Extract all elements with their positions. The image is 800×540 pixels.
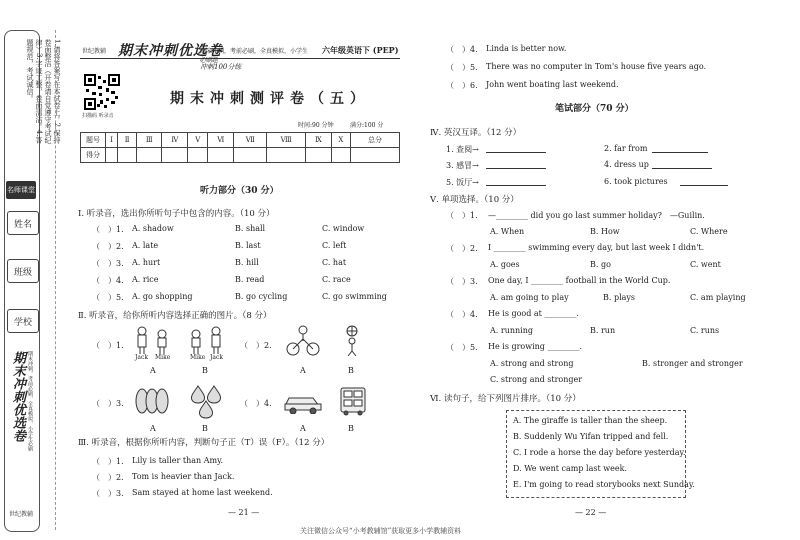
picture-label-a: A (300, 366, 306, 375)
answer-blank[interactable] (486, 168, 546, 169)
option-b[interactable]: B. hill (235, 258, 259, 267)
time-label: 时间:90 分钟 (298, 122, 334, 129)
score-cell[interactable] (118, 148, 137, 163)
name-label: Jack (210, 354, 223, 361)
option-c[interactable]: C. race (322, 275, 351, 284)
question-text: I ________ swimming every day, but last week I didn't. (488, 243, 705, 252)
score-col: Ⅷ (267, 133, 306, 148)
picture-label-b: B (348, 366, 354, 375)
score-col: Ⅸ (306, 133, 331, 148)
option-c[interactable]: C. hat (322, 258, 347, 267)
statement-text: Sam stayed at home last weekend. (132, 488, 273, 497)
option-b[interactable]: B. last (235, 241, 261, 250)
bus-picture-b[interactable] (338, 386, 368, 416)
option-a[interactable]: A. late (132, 241, 159, 250)
question-number: （ ）1. (446, 211, 478, 220)
score-cell[interactable] (331, 148, 350, 163)
score-row-label: 题号 (81, 133, 106, 148)
score-cell[interactable] (351, 148, 400, 163)
score-row-label: 得分 (81, 148, 106, 163)
question-number: （ ）3. (92, 259, 124, 268)
school-field[interactable]: 学校 (7, 309, 39, 333)
option-c[interactable]: C. left (322, 241, 347, 250)
option-a[interactable]: A. rice (132, 275, 159, 284)
option-c[interactable]: C. Where (690, 227, 728, 236)
sidebar (4, 30, 61, 532)
answer-blank[interactable] (652, 152, 708, 153)
question-number: （ ）2. (240, 341, 272, 350)
statement-text: Tom is heavier than Jack. (132, 472, 235, 481)
full-score-label: 满分:100 分 (350, 122, 384, 129)
cycling-picture-a[interactable] (285, 325, 321, 357)
option-a[interactable]: A. go shopping (132, 292, 193, 301)
question-number: （ ）1. (92, 457, 124, 466)
translate-item: 2. far from (604, 144, 648, 153)
score-col: Ⅵ (208, 133, 234, 148)
sentence-box (506, 410, 695, 498)
score-table (80, 132, 400, 163)
option-b[interactable]: B. plays (603, 293, 636, 302)
option-a[interactable]: A. strong and strong (490, 359, 574, 368)
question-text: One day, I ________ football in the World Cup. (488, 276, 671, 285)
answer-blank[interactable] (486, 185, 546, 186)
picture-label-a: A (150, 424, 156, 433)
statement-text: Linda is better now. (486, 44, 567, 53)
score-col: Ⅲ (137, 133, 162, 148)
answer-blank[interactable] (652, 168, 712, 169)
option-c[interactable]: C. strong and stronger (490, 375, 583, 384)
page-number-right: — 22 — (575, 508, 607, 517)
score-cell[interactable] (106, 148, 118, 163)
score-cell[interactable] (188, 148, 208, 163)
listening-title: 听力部分（30 分） (200, 186, 279, 196)
taxi-picture-a[interactable] (283, 390, 323, 414)
sidebar-bottom-brand: 期末冲刺优选卷 (10, 351, 25, 442)
answer-blank[interactable] (680, 185, 728, 186)
question-number: （ ）1. (92, 225, 124, 234)
question-number: （ ）4. (92, 276, 124, 285)
section-2-title: Ⅱ. 听录音，给你所听内容选择正确的图片。（8 分） (78, 311, 272, 321)
option-a[interactable]: A. hurt (132, 258, 161, 267)
two-boys-picture-a[interactable] (130, 325, 174, 355)
question-text: He is good at ________. (488, 309, 579, 318)
question-number: （ ）4. (446, 45, 478, 54)
statement-text: Lily is taller than Amy. (132, 456, 224, 465)
score-cell[interactable] (208, 148, 234, 163)
option-b[interactable]: B. read (235, 275, 265, 284)
header-motto: 冲刺100分练 (200, 63, 242, 71)
statement-text: There was no computer in Tom's house five years ago. (486, 62, 707, 71)
question-number: （ ）1. (92, 341, 124, 350)
header-publisher: 世纪教辅 (82, 48, 107, 55)
option-b[interactable]: B. How (590, 227, 620, 236)
option-a[interactable]: A. shadow (132, 224, 174, 233)
written-title: 笔试部分（70 分） (555, 104, 634, 114)
option-a[interactable]: A. running (490, 326, 533, 335)
question-number: （ ）3. (92, 399, 124, 408)
qr-code[interactable] (84, 74, 120, 110)
picture-label-a: A (150, 366, 156, 375)
question-text: He is growing ________. (488, 342, 582, 351)
translate-item: 1. 查阅→ (446, 145, 479, 154)
question-text: —________ did you go last summer holiday? —Guilin. (488, 211, 705, 220)
translate-item: 6. took pictures (604, 177, 668, 186)
question-number: （ ）2. (92, 473, 124, 482)
class-field[interactable]: 班级 (7, 259, 39, 283)
option-b[interactable]: B. run (590, 326, 616, 335)
question-number: （ ）5. (92, 293, 124, 302)
question-number: （ ）3. (92, 489, 124, 498)
section-4-title: Ⅳ. 英汉互译。（12 分） (430, 128, 522, 138)
qr-caption: 扫描码 听录音 (82, 113, 114, 119)
score-col: Ⅹ (331, 133, 350, 148)
name-label: Mike (155, 354, 171, 361)
option-c[interactable]: C. am playing (690, 293, 746, 302)
option-b[interactable]: B. go cycling (235, 292, 288, 301)
two-boys-picture-b[interactable] (186, 325, 226, 355)
score-col: Ⅱ (118, 133, 137, 148)
option-c[interactable]: C. window (322, 224, 365, 233)
option-c[interactable]: C. runs (690, 326, 720, 335)
basketball-picture-b[interactable] (338, 325, 366, 357)
score-cell[interactable] (162, 148, 188, 163)
header-tagline: 期末冲刺，考前必刷，全真模拟，小学生必刷题 (200, 48, 309, 64)
sentence: E. I'm going to read storybooks next Sunday. (513, 480, 695, 489)
sidebar-brand: 名师课堂 (6, 181, 36, 199)
name-label: Jack (135, 354, 148, 361)
option-a[interactable]: A. When (490, 227, 525, 236)
score-col: Ⅴ (188, 133, 208, 148)
section-5-title: Ⅴ. 单项选择。（10 分） (430, 195, 519, 205)
option-c[interactable]: C. went (690, 260, 721, 269)
question-number: （ ）4. (240, 399, 272, 408)
picture-label-b: B (202, 366, 208, 375)
sentence: D. We went camp last week. (513, 464, 627, 473)
sentence: A. The giraffe is taller than the sheep. (513, 416, 668, 425)
sidebar-publisher: 世纪教辅 (8, 511, 33, 518)
score-col: Ⅳ (162, 133, 188, 148)
question-number: （ ）3. (446, 277, 478, 286)
question-number: （ ）2. (92, 242, 124, 251)
option-b[interactable]: B. shall (235, 224, 266, 233)
header-rule (80, 58, 400, 59)
corn-picture-a[interactable] (132, 386, 172, 416)
option-b[interactable]: B. stronger and stronger (642, 359, 743, 368)
score-cell[interactable] (267, 148, 306, 163)
score-cell[interactable] (137, 148, 162, 163)
cut-line (55, 30, 56, 530)
header-brand: 期末冲刺优选卷 (118, 43, 223, 59)
translate-item: 4. dress up (604, 160, 649, 169)
sentence: B. Suddenly Wu Yifan tripped and fell. (513, 432, 669, 441)
score-col: Ⅶ (234, 133, 267, 148)
sidebar-bottom-note: 期末冲刺，考前必刷，全真模拟，小学生必刷 (27, 351, 33, 451)
score-cell[interactable] (306, 148, 331, 163)
translate-item: 5. 饭厅→ (446, 178, 479, 187)
sentence: C. I rode a horse the day before yesterday. (513, 448, 686, 457)
statement-text: John went boating last weekend. (486, 80, 619, 89)
answer-blank[interactable] (486, 152, 546, 153)
translate-item: 3. 感冒→ (446, 161, 479, 170)
score-value-row (81, 148, 400, 163)
section-3-title: Ⅲ. 听录音，根据你所听内容，判断句子正（T）误（F）。（12 分） (78, 438, 330, 448)
score-col: 总分 (351, 133, 400, 148)
picture-label-b: B (348, 424, 354, 433)
footer-note: 关注微信公众号“小考教辅馆”获取更多小学教辅资料 (300, 527, 462, 535)
name-field[interactable]: 姓名 (7, 211, 39, 235)
page-title: 期末冲刺测评卷（五） (170, 91, 370, 107)
question-number: （ ）2. (446, 244, 478, 253)
section-1-title: Ⅰ. 听录音，选出你所听句子中包含的内容。（10 分） (78, 209, 275, 219)
option-b[interactable]: B. go (590, 260, 611, 269)
score-header-row (81, 133, 400, 148)
option-a[interactable]: A. am going to play (490, 293, 569, 302)
question-number: （ ）4. (446, 310, 478, 319)
picture-label-a: A (300, 424, 306, 433)
section-6-title: Ⅵ. 读句子，给下列图片排序。（10 分） (430, 394, 581, 404)
option-a[interactable]: A. goes (490, 260, 520, 269)
option-c[interactable]: C. go swimming (322, 292, 387, 301)
sidebar-note: 1.请将答案写在本试卷上。2.保持卷面整洁（开卷请自觉遵守考试纪律）3.字迹工整，卷面清洁。4.答题规范，考试诚信。 (26, 39, 61, 144)
score-cell[interactable] (234, 148, 267, 163)
pears-picture-b[interactable] (188, 384, 224, 420)
grade-label: 六年级英语下 (PEP) (322, 45, 399, 55)
question-number: （ ）5. (446, 63, 478, 72)
page-number-left: — 21 — (228, 508, 260, 517)
question-number: （ ）5. (446, 343, 478, 352)
score-col: Ⅰ (106, 133, 118, 148)
picture-label-b: B (202, 424, 208, 433)
name-label: Mike (190, 354, 206, 361)
question-number: （ ）6. (446, 81, 478, 90)
